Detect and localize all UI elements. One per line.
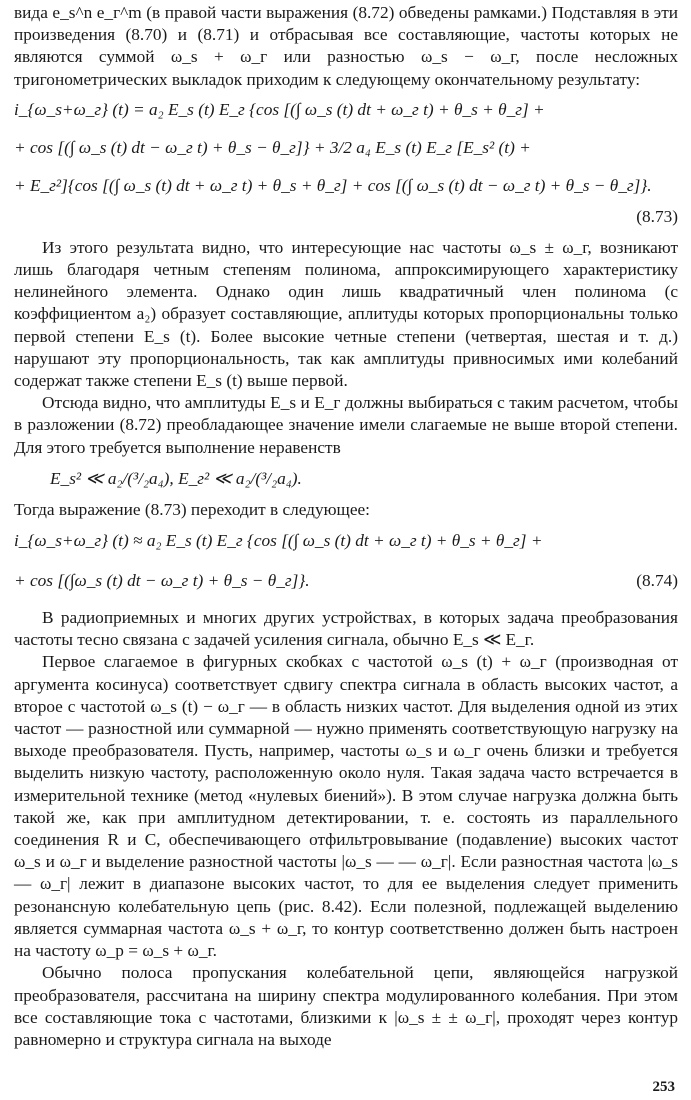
equation-number-8-74: (8.74): [636, 571, 678, 591]
equation-8-74-line-1: i_{ω_s+ω_г} (t) ≈ a₂ E_s (t) E_г {cos [(∫ ω_s (t) dt + ω_г t) + θ_s + θ_г] +: [14, 531, 543, 551]
paragraph-intro: вида e_s^n e_г^m (в правой части выражения (8.72) обведены рамками.) Подставляя в эти произведения (8.70) и (8.71) и отбрасывая все составляющие, частоты которых не являются суммой ω_s + ω_г или разностью ω_s − ω_г, после несложных тригонометрических выкладок приходим к следующему окончательному результату:: [14, 3, 678, 89]
equation-8-74: [14, 521, 678, 601]
equation-8-73: [14, 91, 678, 231]
paragraph-transition: Тогда выражение (8.73) переходит в следующее:: [14, 499, 370, 519]
equation-8-73-line-3: + E_г²]{cos [(∫ ω_s (t) dt + ω_г t) + θ_s + θ_г] + cos [(∫ ω_s (t) dt − ω_г t) + θ_s − θ_г]}.: [14, 175, 652, 195]
equation-number-8-73: (8.73): [636, 206, 678, 226]
paragraph-amplitude-choice: Отсюда видно, что амплитуды E_s и E_г должны выбираться с таким расчетом, чтобы в разложении (8.72) преобладающее значение имели слагаемые не выше второй степени. Для этого требуется выполнение неравенств: [14, 393, 678, 457]
equation-8-73-line-2: + cos [(∫ ω_s (t) dt − ω_г t) + θ_s − θ_г]} + 3/2 a₄ E_s (t) E_г [E_s² (t) +: [14, 137, 531, 157]
paragraph-first-term: Первое слагаемое в фигурных скобках с частотой ω_s (t) + ω_г (производная от аргумента косинуса) соответствует сдвигу спектра сигнала в область высоких частот, а второе с частотой ω_s (t) − ω_г — в область низких частот. Для выделения одной из этих частот — разностной или суммарной — нужно применять соответствующую нагрузку на выходе преобразователя. Пусть, например, частоты ω_s и ω_г очень близки и требуется выделить низкую частоту, расположенную около нуля. Такая задача часто встречается в измерительной технике (метод «нулевых биений»). В этом случае нагрузка должна быть такой же, как при амплитудном детектировании, т. е. состоять из параллельного соединения R и C, обеспечивающего отфильтровывание (подавление) высоких частот ω_s и ω_г и выделение разностной частоты |ω_s — — ω_г|. Если разностная частота |ω_s — ω_г| лежит в диапазоне высоких частот, то для ее выделения следует применить резонансную колебательную цепь (рис. 8.42). Если полезной, подлежащей выделению является суммарная частота ω_s + ω_г, то контур соответственно должен быть настроен на частоту ω_р = ω_s + ω_г.: [14, 652, 678, 961]
paragraph-passband: Обычно полоса пропускания колебательной цепи, являющейся нагрузкой преобразователя, рассчитана на ширину спектра модулированного колебания. При этом все составляющие тока с частотами, близкими к |ω_s ± ± ω_г|, проходят через контур равномерно и структура сигнала на выходе: [14, 963, 678, 1049]
equation-8-74-line-2: + cos [(∫ω_s (t) dt − ω_г t) + θ_s − θ_г]}.: [14, 571, 310, 591]
equation-8-73-line-1: i_{ω_s+ω_г} (t) = a₂ E_s (t) E_г {cos [(∫ ω_s (t) dt + ω_г t) + θ_s + θ_г] +: [14, 99, 545, 119]
paragraph-radio-receivers: В радиоприемных и многих других устройствах, в которых задача преобразования частоты тесно связана с задачей усиления сигнала, обычно E_s ≪ E_г.: [14, 608, 678, 650]
equation-8-74-line-2-row: [14, 561, 678, 601]
page-number: 253: [652, 1079, 675, 1095]
inequalities: E_s² ≪ a₂/(³/₂a₄), E_г² ≪ a₂/(³/₂a₄).: [50, 468, 302, 488]
paragraph-result-analysis: Из этого результата видно, что интересующие нас частоты ω_s ± ω_г, возникают лишь благодаря четным степеням полинома, аппроксимирующего характеристику нелинейного элемента. Однако один лишь квадратичный член полинома (с коэффициентом a₂) образует составляющие, аплитуды которых пропорциональны только первой степени E_s (t). Более высокие четные степени (четвертая, шестая и т. д.) нарушают эту пропорциональность, так как амплитуды привносимых ими колебаний содержат также степени E_s (t) выше первой.: [14, 237, 678, 391]
page-content: [14, 2, 678, 1051]
